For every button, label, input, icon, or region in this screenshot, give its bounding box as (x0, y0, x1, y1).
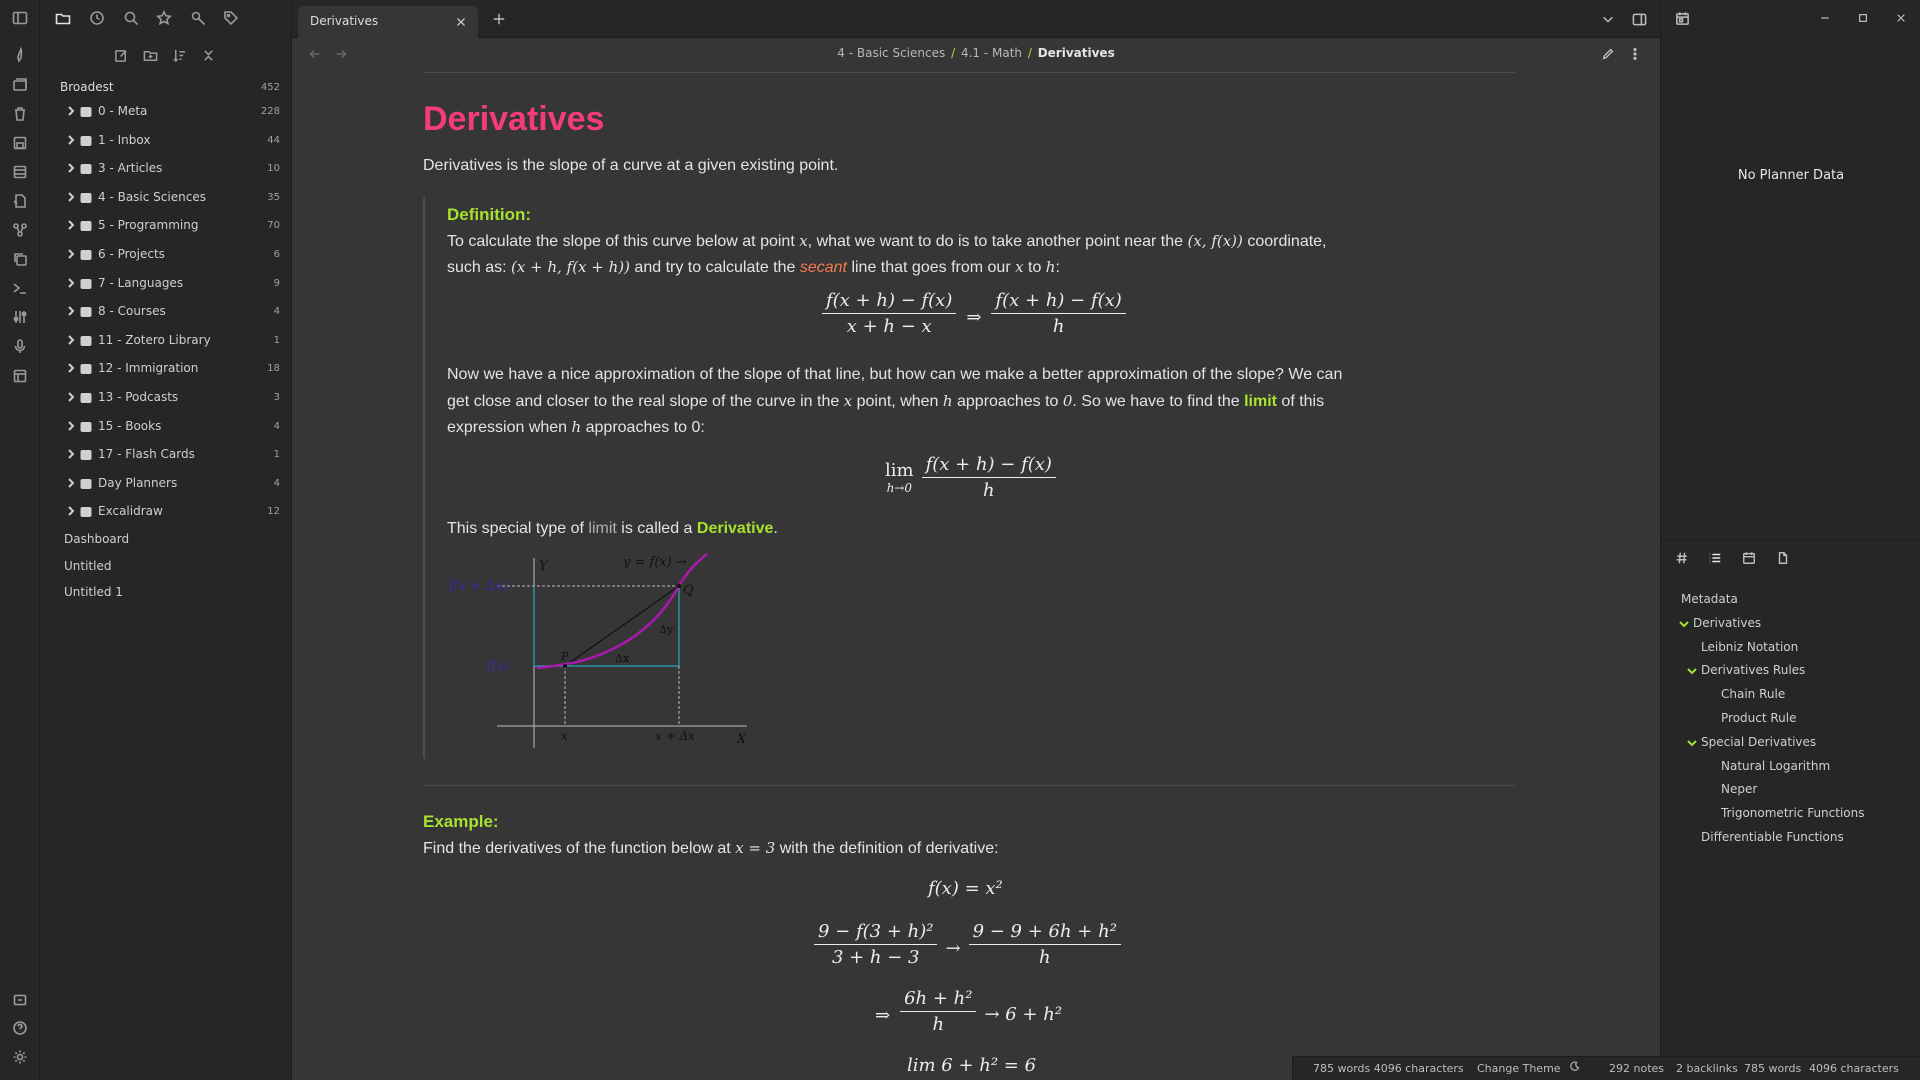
secant-highlight: secant (799, 259, 847, 276)
vault-root-count: 452 (260, 82, 280, 93)
outline-heading[interactable] (1701, 830, 1844, 844)
new-folder-icon[interactable] (141, 46, 159, 64)
language-icon (78, 276, 94, 292)
definition-paragraph-1-line-2 (447, 254, 1060, 281)
plane-icon (78, 361, 94, 377)
y-axis-label: Y (539, 559, 548, 574)
settings-gear-icon[interactable] (10, 1047, 30, 1067)
math-x-equals-3: x = 3 (735, 839, 776, 857)
tab-bar (292, 0, 1660, 38)
math-h: h (1045, 258, 1056, 276)
sidebar-tab-row (40, 0, 292, 36)
chevron-right-icon[interactable] (66, 305, 78, 317)
implies-symbol: ⇒ (966, 307, 982, 328)
chevron-right-icon[interactable] (66, 362, 78, 374)
lim-text: lim (885, 460, 914, 481)
limit-result: lim 6 + h² = 6 (907, 1055, 1037, 1076)
outline-heading[interactable] (1693, 616, 1761, 630)
fraction (822, 290, 956, 337)
edit-pencil-icon[interactable] (1601, 46, 1617, 62)
change-theme-button[interactable]: Change Theme (1477, 1062, 1561, 1075)
math-h: h (942, 392, 953, 410)
chevron-right-icon[interactable] (66, 334, 78, 346)
chevron-right-icon[interactable] (66, 505, 78, 517)
folder-label: 1 - Inbox (98, 132, 151, 147)
status-note-count: 292 notes (1609, 1062, 1665, 1075)
text: : (1055, 259, 1060, 276)
chevron-right-icon[interactable] (66, 477, 78, 489)
outline-heading[interactable] (1701, 735, 1816, 749)
vault-switcher-icon[interactable] (10, 990, 30, 1010)
text: and try to calculate the (629, 259, 800, 276)
text: To calculate the slope of this curve below at point (447, 233, 800, 250)
search-icon[interactable] (121, 8, 141, 28)
planner-empty-message: No Planner Data (1737, 168, 1845, 183)
folder-count: 44 (267, 134, 280, 146)
text: of this (1276, 393, 1325, 410)
outline-heading-label: Trigonometric Functions (1721, 806, 1865, 821)
lim-subscript: h→0 (886, 481, 912, 495)
outline-heading-label: Leibniz Notation (1701, 639, 1799, 654)
terminal-icon[interactable] (10, 278, 30, 298)
folder-item[interactable] (60, 273, 280, 297)
gallery-icon[interactable] (10, 75, 30, 95)
file-explorer-sidebar (40, 0, 292, 1080)
outline-heading-label: Product Rule (1721, 711, 1797, 725)
section-divider (423, 785, 1516, 786)
denominator: h (1052, 316, 1065, 337)
toggle-sidebar-icon[interactable] (10, 8, 30, 28)
binoculars-icon (78, 304, 94, 320)
status-bar (1292, 1056, 1920, 1080)
math-h: h (571, 418, 582, 436)
file-properties-icon[interactable] (1774, 549, 1792, 567)
definition-paragraph-3 (447, 516, 778, 542)
outline-heading-label: Derivatives Rules (1701, 663, 1806, 678)
folder-label: 5 - Programming (98, 218, 199, 233)
denominator: h (932, 1014, 945, 1035)
tab-title: Derivatives (310, 14, 379, 28)
denominator: x + h − x (846, 316, 932, 337)
equation-example-step-1 (810, 921, 1125, 968)
equation-example-step-2 (875, 988, 1062, 1035)
outline-heading-label: Chain Rule (1721, 687, 1786, 702)
chevron-down-icon[interactable] (1687, 737, 1697, 747)
gear-icon (78, 476, 94, 492)
fraction (969, 921, 1121, 968)
breadcrumb-basic-sciences[interactable]: 4 - Basic Sciences (837, 46, 946, 60)
limit-operator (885, 460, 914, 495)
tab-list-chevron-icon[interactable] (1599, 10, 1617, 28)
right-sidebar-tabs (1661, 540, 1920, 576)
breadcrumb-math[interactable]: 4.1 - Math (960, 46, 1022, 60)
file-item[interactable]: Untitled (64, 558, 112, 573)
fraction (814, 921, 937, 968)
chevron-right-icon[interactable] (66, 448, 78, 460)
folder-item[interactable] (60, 473, 280, 497)
sort-icon[interactable] (170, 46, 188, 64)
breadcrumb-separator: / (951, 46, 956, 60)
folder-count: 4 (273, 420, 280, 432)
folder-icon[interactable] (53, 8, 73, 28)
math-x: x (799, 232, 808, 250)
folder-count: 35 (267, 191, 280, 203)
numerator: f(x + h) − f(x) (922, 454, 1056, 478)
fraction (991, 290, 1125, 337)
equation-fx (928, 878, 1003, 899)
limit-highlight: limit (1244, 393, 1277, 410)
article-icon (78, 161, 94, 177)
numerator: 6h + h² (900, 988, 976, 1012)
folder-count: 4 (273, 306, 280, 318)
point-q (677, 584, 681, 588)
folder-item[interactable] (60, 501, 280, 525)
folder-item[interactable] (60, 187, 280, 211)
maximize-window-icon[interactable] (1854, 9, 1872, 27)
folder-count: 18 (267, 363, 280, 375)
folder-label: 8 - Courses (98, 304, 166, 319)
tag-icon[interactable] (221, 8, 241, 28)
definition-paragraph-2-line-3 (447, 414, 705, 441)
denominator: h (1038, 947, 1051, 968)
sliders-icon[interactable] (10, 307, 30, 327)
headphones-icon (78, 390, 94, 406)
layout-icon[interactable] (10, 366, 30, 386)
example-paragraph (423, 835, 999, 862)
math-x: x (843, 392, 853, 410)
outline-heading[interactable] (1721, 687, 1785, 701)
breadcrumb-separator: / (1027, 46, 1032, 60)
book-icon (78, 419, 94, 435)
python-icon (78, 218, 94, 234)
chevron-right-icon[interactable] (66, 105, 78, 117)
close-window-icon[interactable] (1892, 9, 1910, 27)
implies-symbol: ⇒ (875, 1005, 891, 1026)
text: This special type of (447, 520, 589, 537)
frontmatter-divider (423, 72, 1516, 73)
definition-label: Definition: (447, 205, 532, 224)
delta-x-label: Δx (615, 652, 630, 665)
definition-callout (423, 196, 1516, 760)
text: , what we want to do is to take another point near the (807, 233, 1188, 250)
outline-heading-label: Special Derivatives (1701, 734, 1817, 749)
chevron-right-icon[interactable] (66, 248, 78, 260)
collapse-all-icon[interactable] (199, 46, 217, 64)
calendar-icon[interactable] (1673, 9, 1691, 27)
trash-icon[interactable] (10, 104, 30, 124)
flask-icon (78, 190, 94, 206)
right-sidebar-header (1661, 0, 1920, 36)
graph-icon[interactable] (10, 220, 30, 240)
text: line that goes from our (847, 259, 1016, 276)
text: expression when (447, 419, 572, 436)
fx-expression: f(x) = x² (928, 878, 1003, 899)
arrow-symbol: → (945, 938, 961, 959)
f-x-plus-dx-label: f(x + Δx) (449, 579, 508, 594)
folder-count: 4 (273, 477, 280, 489)
right-sidebar (1660, 0, 1920, 1080)
math-x: x (1015, 258, 1024, 276)
excalidraw-icon (78, 504, 94, 520)
folder-label: 4 - Basic Sciences (98, 189, 206, 204)
outline-heading[interactable] (1681, 592, 1738, 606)
outline-heading-label: Neper (1721, 782, 1758, 797)
folder-item[interactable] (60, 387, 280, 411)
text: get close and closer to the real slope of the curve in the (447, 393, 844, 410)
flashcard-icon (78, 447, 94, 463)
status-words-chars: 785 words 4096 characters (1313, 1062, 1464, 1075)
new-tab-icon[interactable] (490, 10, 508, 28)
math-point: (x, f(x)) (1187, 232, 1243, 250)
outline-heading-label: Metadata (1681, 592, 1738, 606)
chevron-right-icon[interactable] (66, 134, 78, 146)
numerator: 9 − f(3 + h)² (814, 921, 937, 945)
close-tab-icon[interactable] (454, 14, 470, 30)
folder-item[interactable] (60, 330, 280, 354)
folder-label: 0 - Meta (98, 104, 148, 118)
x-plus-dx-tick-label: x + Δx (655, 729, 695, 743)
copy-icon[interactable] (10, 249, 30, 269)
x-tick-label: x (561, 729, 568, 743)
denominator: h (982, 480, 995, 501)
math-zero: 0 (1062, 392, 1073, 410)
equation-secant-slope (818, 290, 1130, 337)
folder-label: 7 - Languages (98, 275, 184, 290)
vault-root[interactable] (60, 80, 280, 94)
example-label: Example: (423, 812, 499, 831)
definition-paragraph-2-line-2 (447, 388, 1324, 415)
outline-heading[interactable] (1701, 663, 1805, 677)
text: . (773, 520, 778, 537)
clock-icon[interactable] (87, 8, 107, 28)
folder-item[interactable] (60, 130, 280, 154)
math-point2: (x + h, f(x + h)) (511, 258, 630, 276)
fraction (922, 454, 1056, 501)
point-p (563, 664, 567, 668)
inbox-icon (78, 133, 94, 149)
text: approaches to 0: (581, 419, 705, 436)
outline-heading[interactable] (1721, 806, 1865, 820)
equation-limit (885, 454, 1060, 501)
minimize-window-icon[interactable] (1816, 9, 1834, 27)
microphone-icon[interactable] (10, 336, 30, 356)
folder-count: 70 (267, 220, 280, 232)
archive-icon[interactable] (10, 162, 30, 182)
floppy-icon[interactable] (10, 133, 30, 153)
folder-count: 1 (273, 334, 280, 346)
folder-item[interactable] (60, 244, 280, 268)
folder-label: 6 - Projects (98, 247, 165, 261)
text: coordinate, (1242, 233, 1327, 250)
outline-heading[interactable] (1721, 711, 1797, 725)
text: point, when (852, 393, 943, 410)
text: approaches to (952, 393, 1063, 410)
text: to (1023, 259, 1046, 276)
curve-label: y = f(x) → (623, 555, 687, 570)
file-item[interactable]: Dashboard (64, 532, 130, 546)
hashtag-icon[interactable] (1673, 549, 1691, 567)
denominator: 3 + h − 3 (831, 947, 920, 968)
derivative-figure (447, 548, 747, 748)
text: is called a (616, 520, 697, 537)
breadcrumb (292, 46, 1660, 60)
outline-heading[interactable] (1721, 759, 1830, 773)
outline-list-icon[interactable] (1706, 549, 1724, 567)
folder-item[interactable] (60, 301, 280, 325)
f-x-label: f(x) (487, 659, 510, 674)
chevron-right-icon[interactable] (66, 162, 78, 174)
chevron-right-icon[interactable] (66, 277, 78, 289)
outline-heading[interactable] (1721, 782, 1757, 796)
chevron-right-icon[interactable] (66, 420, 78, 432)
tab-derivatives[interactable] (298, 6, 478, 38)
status-backlinks[interactable]: 2 backlinks (1676, 1062, 1738, 1075)
intro-paragraph: Derivatives is the slope of a curve at a given existing point. (423, 157, 839, 174)
folder-label: 12 - Immigration (98, 361, 199, 376)
delta-y-label: Δy (659, 623, 674, 636)
folder-label: Excalidraw (98, 504, 163, 519)
folder-item[interactable] (60, 215, 280, 239)
note-content (292, 70, 1660, 1080)
chevron-down-icon[interactable] (1687, 665, 1697, 675)
equation-example-limit (907, 1055, 1036, 1076)
chevron-right-icon[interactable] (66, 391, 78, 403)
folder-item[interactable] (60, 444, 280, 468)
zotero-icon (78, 333, 94, 349)
outline-heading-label: Differentiable Functions (1701, 830, 1844, 844)
q-label: Q (683, 583, 694, 598)
limit-internal-link[interactable]: limit (588, 520, 617, 537)
folder-item[interactable] (60, 416, 280, 440)
derivative-highlight: Derivative (696, 520, 774, 537)
more-options-icon[interactable] (1628, 46, 1644, 62)
view-header (292, 38, 1660, 70)
numerator: 9 − 9 + 6h + h² (969, 921, 1121, 945)
folder-count: 1 (273, 449, 280, 461)
folder-count: 10 (267, 163, 280, 175)
chevron-right-icon[interactable] (66, 219, 78, 231)
folder-item[interactable] (60, 101, 280, 125)
definition-paragraph-1-line-1 (447, 228, 1327, 255)
folder-count: 6 (273, 249, 280, 260)
status-word-count: 785 words (1744, 1062, 1802, 1075)
calendar-tab-icon[interactable] (1740, 549, 1758, 567)
folder-item[interactable] (60, 358, 280, 382)
breadcrumb-current[interactable]: Derivatives (1037, 46, 1115, 60)
pen-icon[interactable] (10, 45, 30, 65)
toggle-right-sidebar-icon[interactable] (1630, 10, 1648, 28)
help-icon[interactable] (10, 1018, 30, 1038)
folder-label: 11 - Zotero Library (98, 332, 211, 347)
outline-heading-label: Natural Logarithm (1721, 758, 1831, 773)
text: . So we have to find the (1072, 393, 1245, 410)
fraction (900, 988, 976, 1035)
moon-icon[interactable] (1569, 1061, 1580, 1075)
folder-label: 17 - Flash Cards (98, 447, 195, 462)
definition-paragraph-2-line-1: Now we have a nice approximation of the slope of that line, but how can we make a better approximation of the slope? We can (447, 366, 1343, 383)
numerator: f(x + h) − f(x) (822, 290, 956, 314)
brain-icon (78, 104, 94, 120)
github-icon (78, 247, 94, 263)
file-item[interactable]: Untitled 1 (64, 585, 123, 599)
new-note-icon[interactable] (112, 46, 130, 64)
status-char-count: 4096 characters (1809, 1062, 1899, 1075)
template-icon[interactable] (10, 191, 30, 211)
vault-root-label: Broadest (60, 80, 114, 94)
folder-label: 3 - Articles (98, 161, 163, 176)
x-axis-label: X (737, 732, 747, 747)
text: Find the derivatives of the function below at (423, 840, 736, 857)
numerator: f(x + h) − f(x) (991, 290, 1125, 314)
outline-heading-label: Derivatives (1693, 615, 1762, 630)
folder-label: Day Planners (98, 475, 178, 490)
folder-label: 13 - Podcasts (98, 390, 179, 404)
folder-label: 15 - Books (98, 418, 162, 433)
text: such as: (447, 259, 512, 276)
left-ribbon (0, 0, 40, 1080)
folder-count: 3 (273, 392, 280, 403)
result-expression: → 6 + h² (984, 1004, 1063, 1025)
p-label: P (561, 650, 569, 663)
note-title: Derivatives (423, 100, 605, 138)
folder-count: 12 (267, 506, 280, 518)
outline-heading[interactable] (1701, 640, 1798, 654)
chevron-down-icon[interactable] (1679, 618, 1689, 628)
star-icon[interactable] (154, 8, 174, 28)
text: with the definition of derivative: (775, 840, 999, 857)
folder-count: 9 (273, 277, 280, 289)
folder-item[interactable] (60, 158, 280, 182)
folder-count: 228 (260, 106, 280, 117)
chevron-right-icon[interactable] (66, 191, 78, 203)
tag-search-icon[interactable] (188, 8, 208, 28)
